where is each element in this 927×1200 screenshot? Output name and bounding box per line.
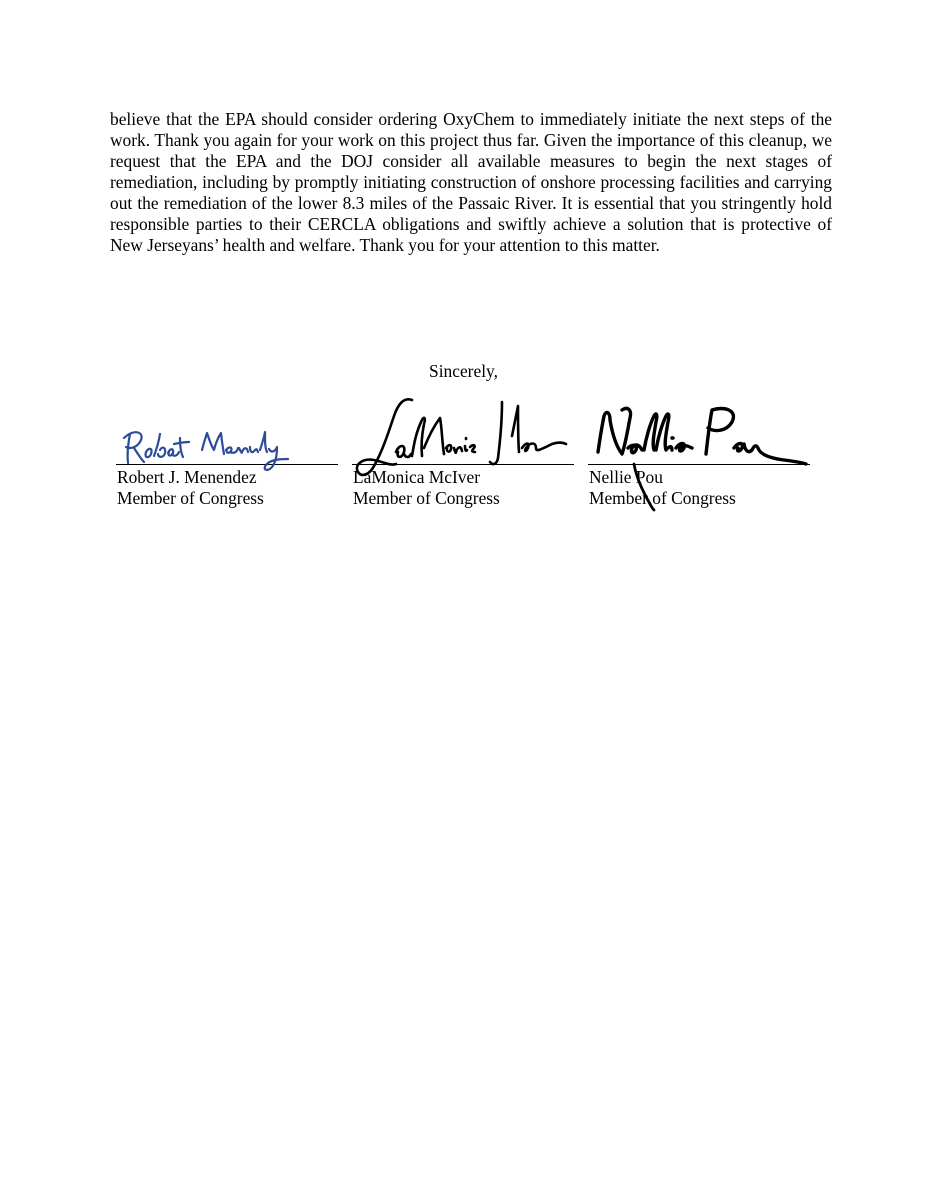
signature-block-pou [588,392,810,522]
signer-name: Robert J. Menendez [117,467,257,487]
signer-name: LaMonica McIver [353,467,480,487]
signature-pou-image [588,392,810,517]
signer-title: Member of Congress [353,488,500,508]
letter-closing: Sincerely, [429,361,498,381]
signer-name: Nellie Pou [589,467,663,487]
signer-title: Member of Congress [589,488,736,508]
signature-mciver-image [352,392,574,517]
signature-block-mciver [352,392,574,522]
signature-block-menendez [116,392,338,522]
letter-body-paragraph: believe that the EPA should consider ordering OxyChem to immediately initiate the next steps of the work. Thank you again for your work on this project thus far. Given the importance of this cleanup, we request that the EPA and the DOJ consider all available measures to begin the next stages of remediation, including by promptly initiating construction of onshore processing facilities and carrying out the remediation of the lower 8.3 miles of the Passaic River. It is essential that you stringently hold responsible parties to their CERCLA obligations and swiftly achieve a solution that is protective of New Jerseyans’ health and welfare. Thank you for your attention to this matter. [110,109,832,255]
signer-title: Member of Congress [117,488,264,508]
signature-menendez-image [116,392,338,517]
